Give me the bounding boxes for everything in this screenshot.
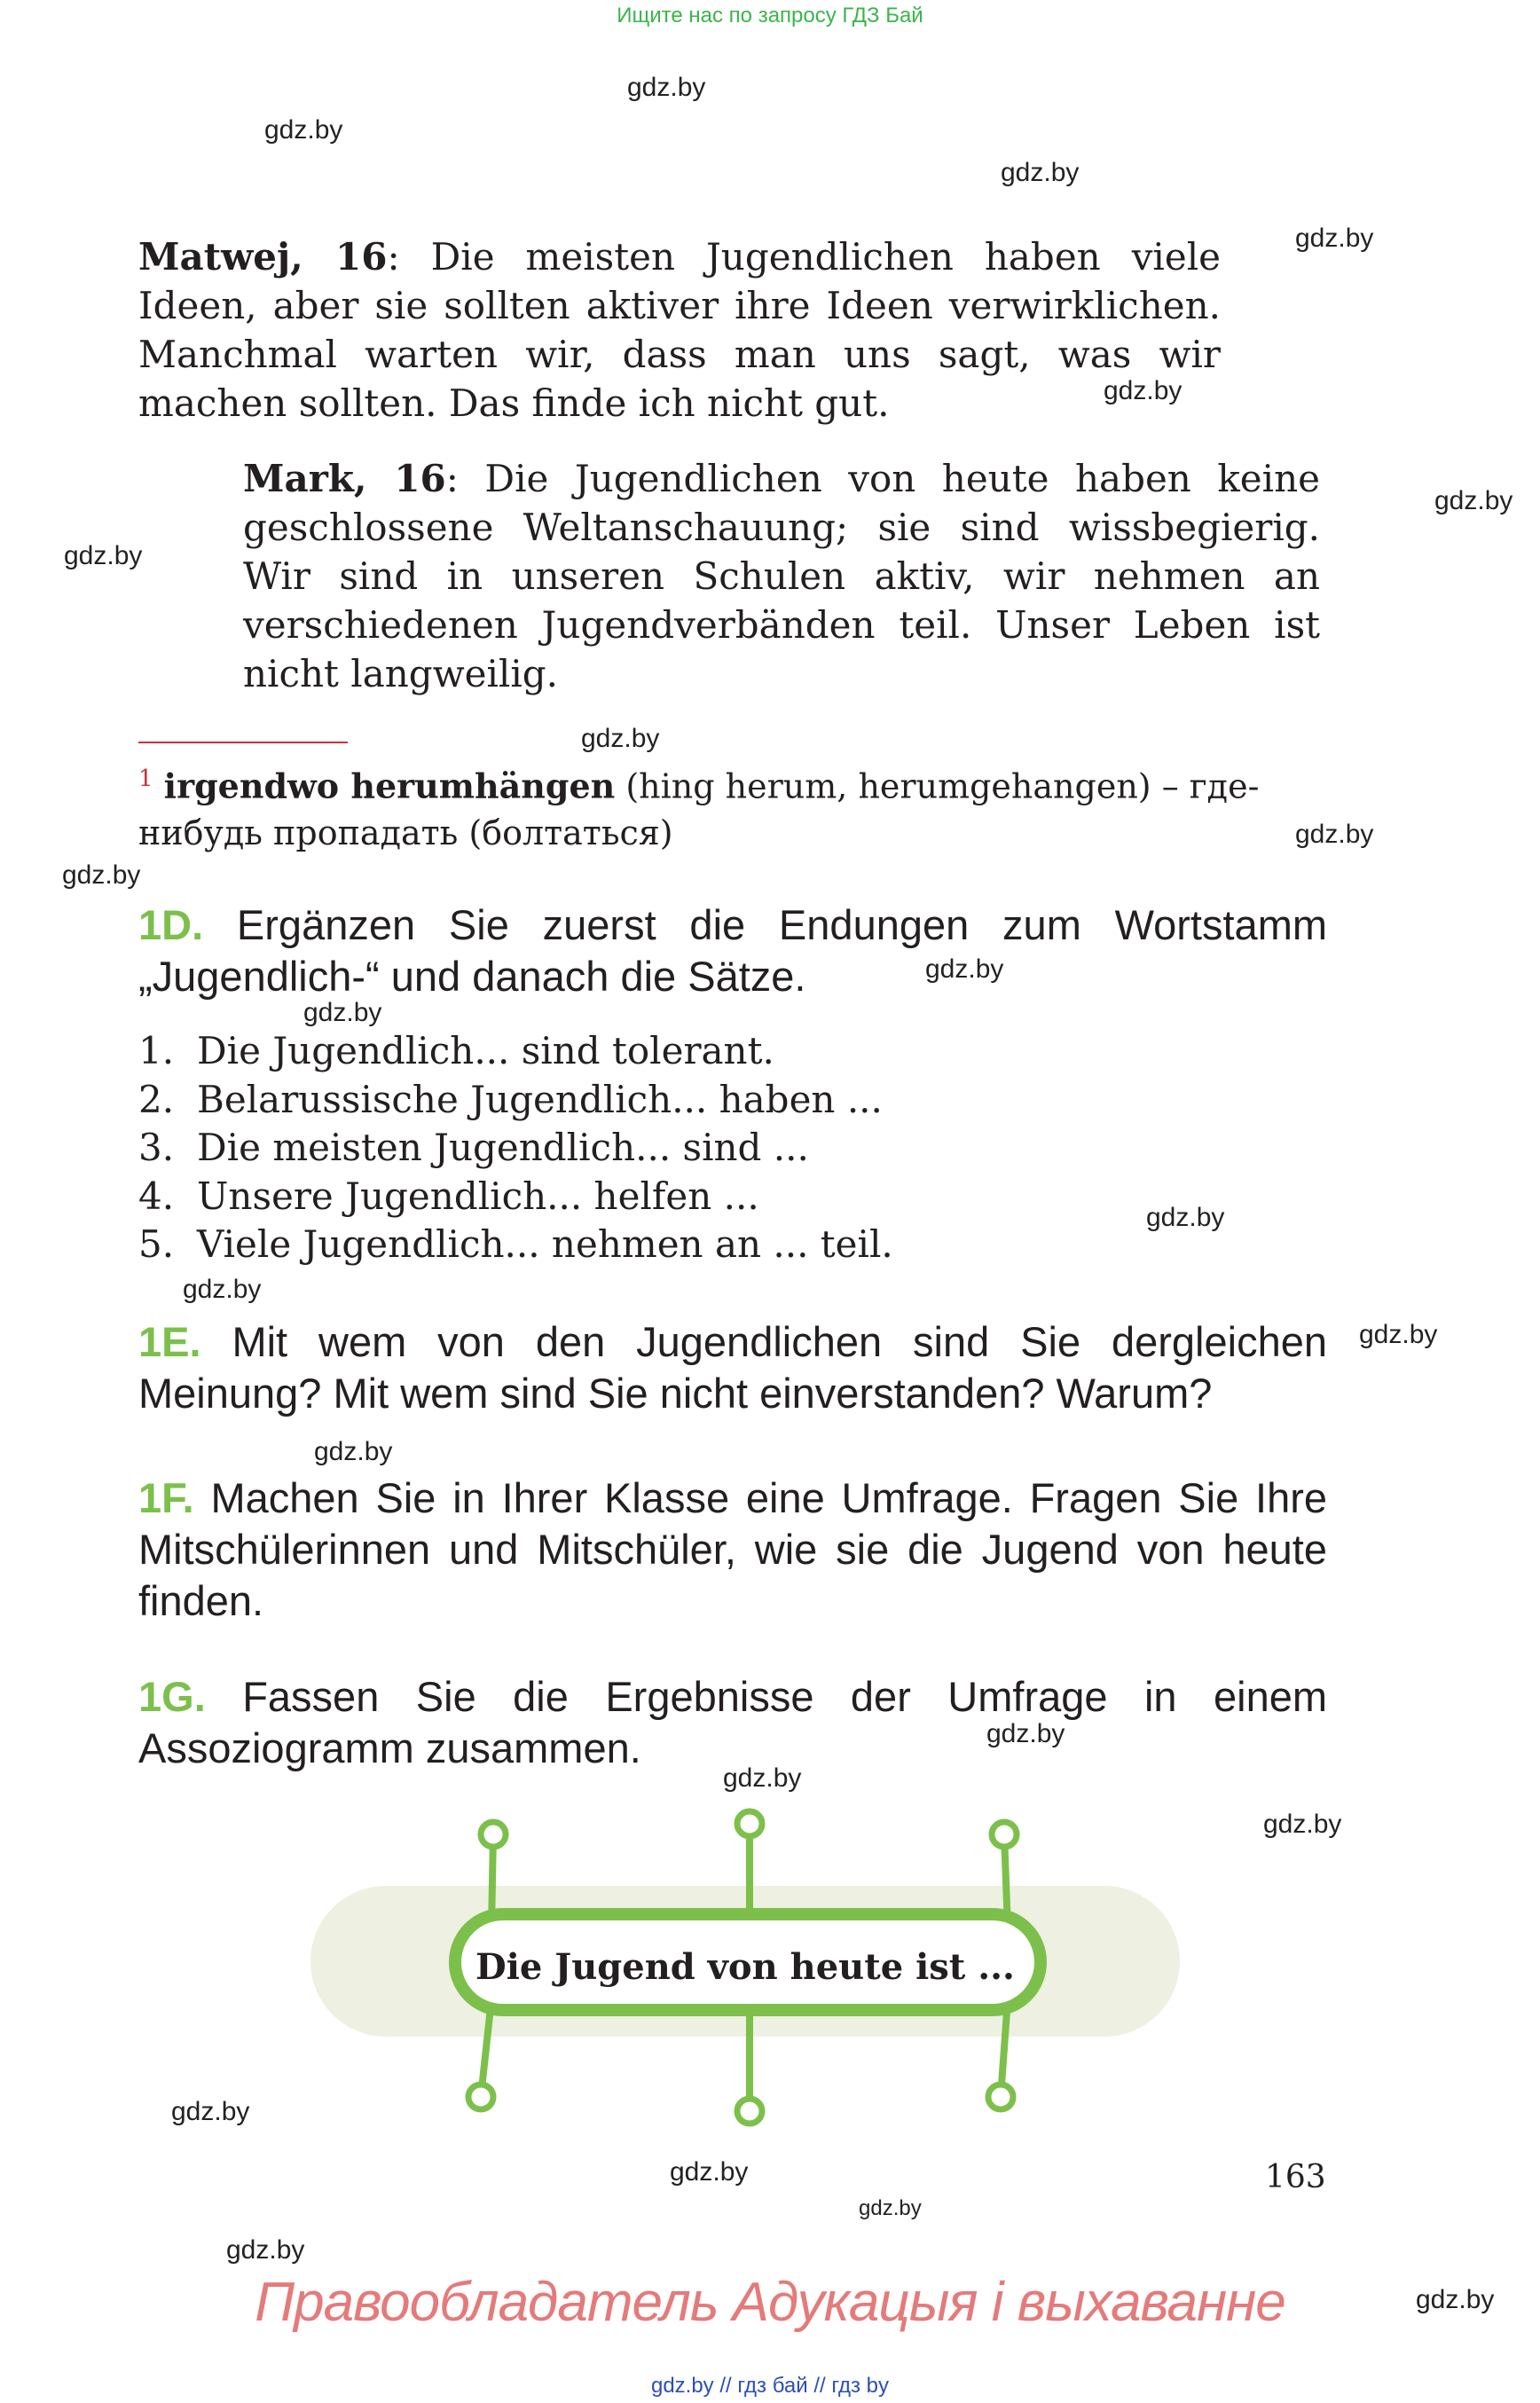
task-number: 1G. [138, 1673, 206, 1720]
watermark: gdz.by [62, 860, 141, 890]
watermark: gdz.by [264, 115, 343, 145]
watermark: gdz.by [581, 724, 660, 753]
statement-text: : Die meisten Jugendlichen haben viele Ideen, aber sie sollten aktiver ihre Ideen verwirklichen. Manchmal warten wir, dass man uns sagt, was wir machen sollten. Das finde ich nicht gut. [138, 235, 1221, 425]
watermark: gdz.by [1001, 158, 1080, 187]
watermark: gdz.by [171, 2097, 250, 2126]
task-number: 1D. [138, 901, 204, 948]
list-item [138, 1221, 1114, 1269]
spoke-node [468, 2085, 493, 2109]
list-item-text: Belarussische Jugendlich... haben ... [197, 1077, 883, 1121]
list-item-text: Unsere Jugendlich... helfen ... [197, 1174, 759, 1218]
task-text: Machen Sie in Ihrer Klasse eine Umfrage. Fragen Sie Ihre Mitschülerinnen und Mitschüler, wie sie die Jugend von heute finden. [138, 1474, 1327, 1624]
list-item-number: 4. [138, 1174, 175, 1218]
watermark: gdz.by [1146, 1203, 1225, 1232]
footnote-text: (hing herum, herumgehangen) – где-нибудь пропадать (болтаться) [138, 766, 1260, 852]
speaker-name: Mark, 16 [243, 457, 446, 500]
watermark: gdz.by [1416, 2285, 1495, 2314]
watermark: gdz.by [1434, 486, 1513, 515]
list-item [138, 1124, 1114, 1173]
task-1f [138, 1472, 1327, 1627]
list-item [138, 1076, 1114, 1125]
watermark: gdz.by [670, 2157, 749, 2187]
spoke-node [737, 1811, 762, 1836]
watermark: gdz.by [1104, 376, 1182, 405]
spoke-node [481, 1822, 506, 1847]
diagram-center-label: Die Jugend von heute ist ... [475, 1946, 1015, 1988]
watermark: gdz.by [1295, 224, 1374, 253]
task-1d [138, 899, 1327, 1002]
watermark: gdz.by [183, 1275, 262, 1304]
spoke-node [992, 1822, 1017, 1847]
list-item [138, 1027, 1114, 1076]
footnote-marker: 1 [138, 766, 153, 792]
matwej-statement [138, 232, 1221, 428]
task-number: 1E. [138, 1318, 201, 1365]
watermark: gdz.by [1263, 1810, 1342, 1839]
watermark: gdz.by [1359, 1320, 1438, 1349]
task-text: Ergänzen Sie zuerst die Endungen zum Wortstamm „Jugendlich-“ und danach die Sätze. [138, 901, 1327, 1000]
watermark: gdz.by [1295, 820, 1374, 849]
mark-statement [243, 454, 1320, 698]
statement-text: : Die Jugendlichen von heute haben keine geschlossene Weltanschauung; sie sind wissbegierig. Wir sind in unseren Schulen aktiv, wir nehmen an verschiedenen Jugendverbänden teil. Unser Leben ist nicht langweilig. [243, 457, 1320, 695]
list-item-text: Die meisten Jugendlich... sind ... [197, 1126, 809, 1169]
spoke-node [988, 2085, 1013, 2109]
list-item-number: 1. [138, 1029, 175, 1072]
top-banner[interactable]: Ищите нас по запросу ГДЗ Бай [617, 4, 923, 27]
watermark: gdz.by [627, 73, 706, 102]
task-1e [138, 1316, 1327, 1419]
spoke-node [737, 2099, 762, 2124]
sentence-list [138, 1027, 1114, 1269]
task-text: Mit wem von den Jugendlichen sind Sie dergleichen Meinung? Mit wem sind Sie nicht einverstanden? Warum? [138, 1318, 1327, 1417]
task-text: Fassen Sie die Ergebnisse der Umfrage in einem Assoziogramm zusammen. [138, 1673, 1327, 1771]
watermark: gdz.by [64, 541, 143, 570]
footnote [138, 756, 1327, 856]
footnote-divider [138, 742, 348, 743]
page-number: 163 [1265, 2159, 1326, 2195]
watermark: gdz.by [859, 2196, 922, 2220]
task-number: 1F. [138, 1474, 194, 1521]
list-item [138, 1173, 1114, 1221]
watermark: gdz.by [226, 2235, 305, 2265]
speaker-name: Matwej, 16 [138, 235, 388, 279]
task-1g [138, 1671, 1327, 1774]
watermark: gdz.by [723, 1763, 802, 1793]
list-item-text: Die Jugendlich... sind tolerant. [197, 1029, 774, 1072]
footnote-term: irgendwo herumhängen [163, 766, 616, 806]
watermark: gdz.by [314, 1437, 393, 1466]
watermark: gdz.by [986, 1719, 1065, 1748]
list-item-number: 5. [138, 1222, 175, 1266]
rights-holder: Правообладатель Адукацыя і выхаванне [255, 2272, 1285, 2333]
list-item-number: 2. [138, 1077, 175, 1121]
bottom-links[interactable]: gdz.by // гдз бай // гдз by [650, 2374, 890, 2398]
list-item-text: Viele Jugendlich... nehmen an ... teil. [197, 1222, 893, 1266]
watermark: gdz.by [303, 998, 382, 1027]
list-item-number: 3. [138, 1126, 175, 1169]
watermark: gdz.by [925, 954, 1004, 984]
